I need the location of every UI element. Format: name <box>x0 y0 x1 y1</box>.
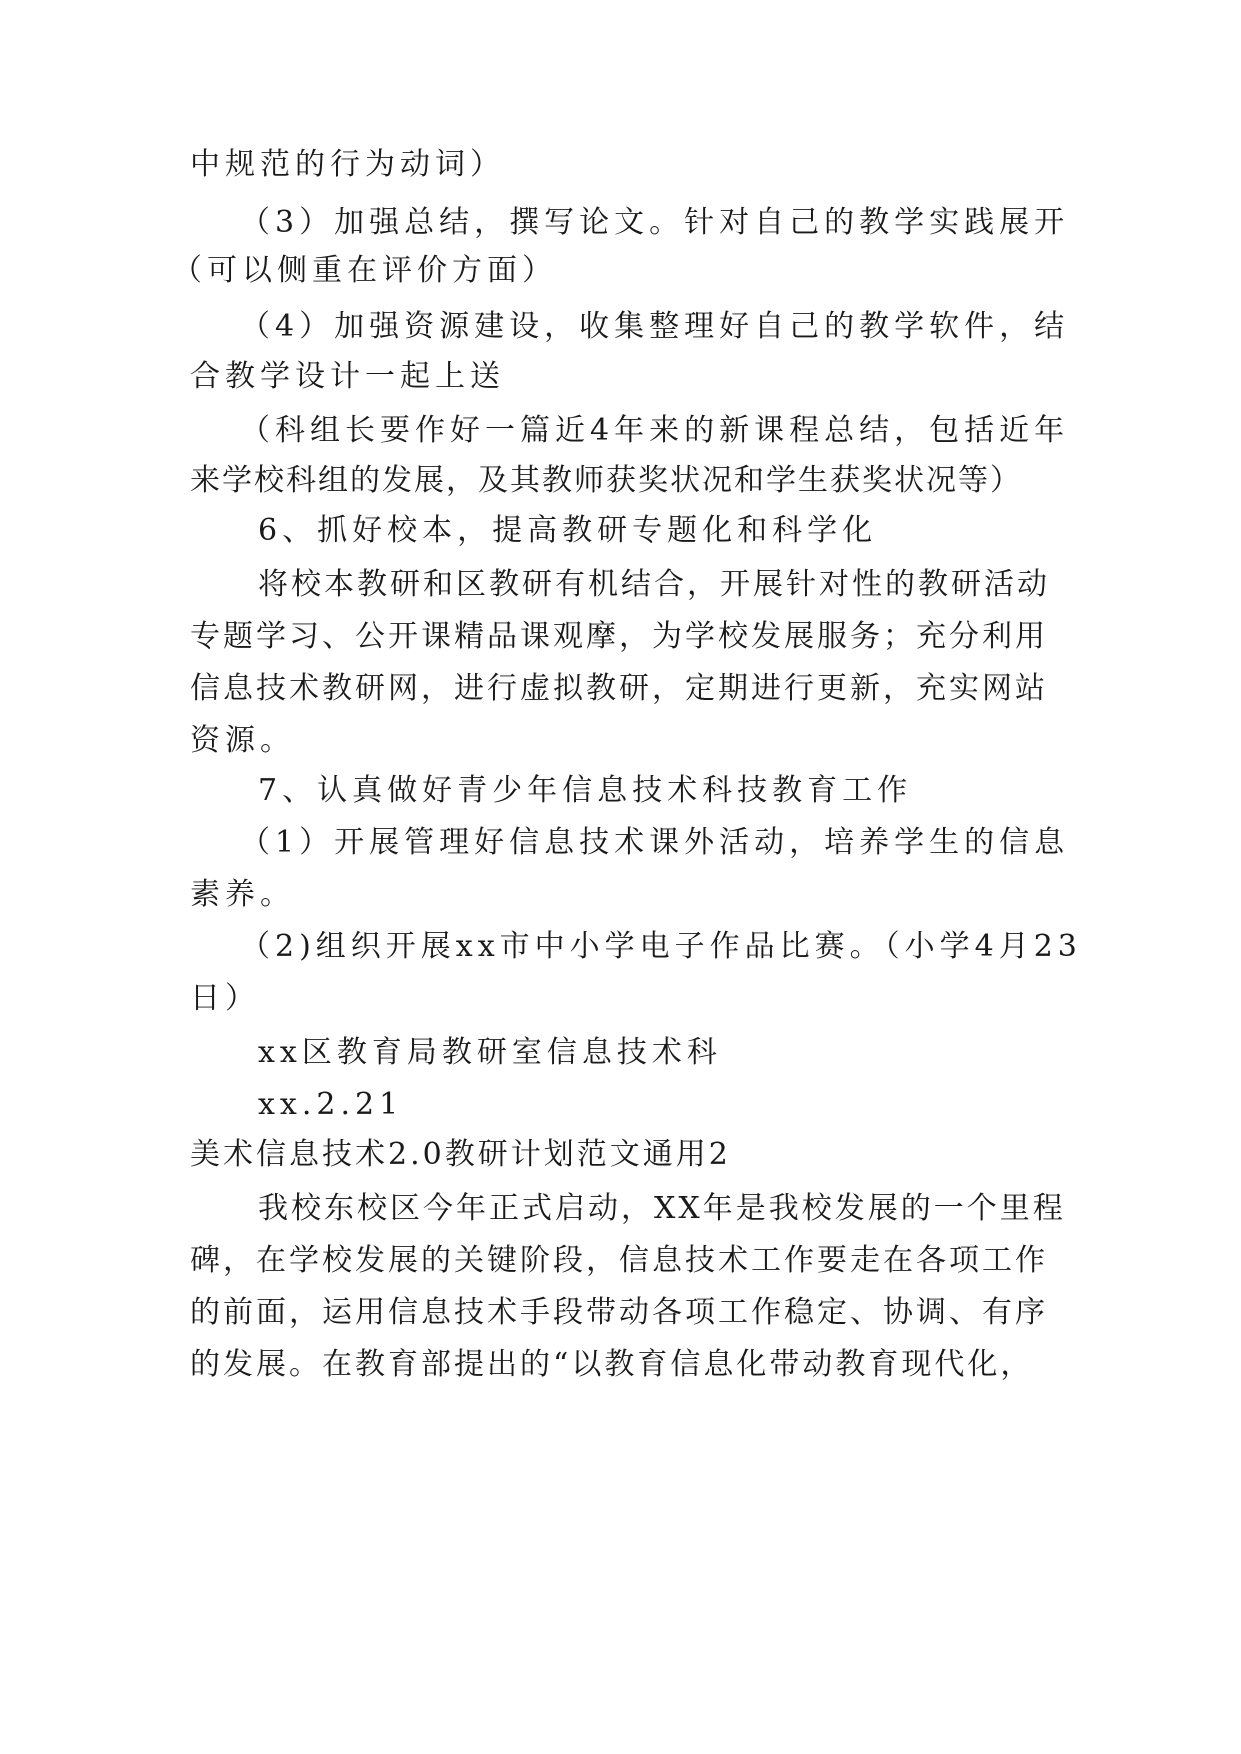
text-line: 中规范的行为动词） <box>190 147 505 182</box>
text-line: （4）加强资源建设，收集整理好自己的教学软件，结 <box>240 309 1070 344</box>
text-line: 我校东校区今年正式启动，XX年是我校发展的一个里程 <box>258 1191 1066 1226</box>
text-line: 碑，在学校发展的关键阶段，信息技术工作要走在各项工作 <box>190 1243 1048 1278</box>
signature-date: xx.2.21 <box>258 1087 404 1122</box>
text-line: 7、认真做好青少年信息技术科技教育工作 <box>258 773 913 808</box>
text-line: 的发展。在教育部提出的“以教育信息化带动教育现代化， <box>190 1347 1034 1382</box>
text-line: 素养。 <box>190 877 295 912</box>
text-line: 的前面，运用信息技术手段带动各项工作稳定、协调、有序 <box>190 1295 1048 1330</box>
text-line: 资源。 <box>190 723 295 758</box>
text-line: 6、抓好校本，提高教研专题化和科学化 <box>258 513 878 548</box>
text-line: 来学校科组的发展，及其教师获奖状况和学生获奖状况等） <box>190 463 1022 498</box>
text-line: 专题学习、公开课精品课观摩，为学校发展服务；充分利用 <box>190 619 1048 654</box>
text-line: （3）加强总结，撰写论文。针对自己的教学实践展开 <box>240 205 1070 240</box>
text-line: 合教学设计一起上送 <box>190 359 505 394</box>
signature-department: xx区教育局教研室信息技术科 <box>258 1035 722 1070</box>
text-line: 将校本教研和区教研有机结合，开展针对性的教研活动 <box>258 567 1050 602</box>
text-line: （1）开展管理好信息技术课外活动，培养学生的信息 <box>240 825 1070 860</box>
text-line: （2)组织开展xx市中小学电子作品比赛。（小学4月23 <box>240 929 1082 964</box>
text-line: 日） <box>190 981 260 1016</box>
text-line: （可以侧重在评价方面） <box>172 253 557 288</box>
text-line: （科组长要作好一篇近4年来的新课程总结，包括近年 <box>240 413 1070 448</box>
section-heading: 美术信息技术2.0教研计划范文通用2 <box>190 1137 731 1172</box>
text-line: 信息技术教研网，进行虚拟教研，定期进行更新，充实网站 <box>190 671 1048 706</box>
